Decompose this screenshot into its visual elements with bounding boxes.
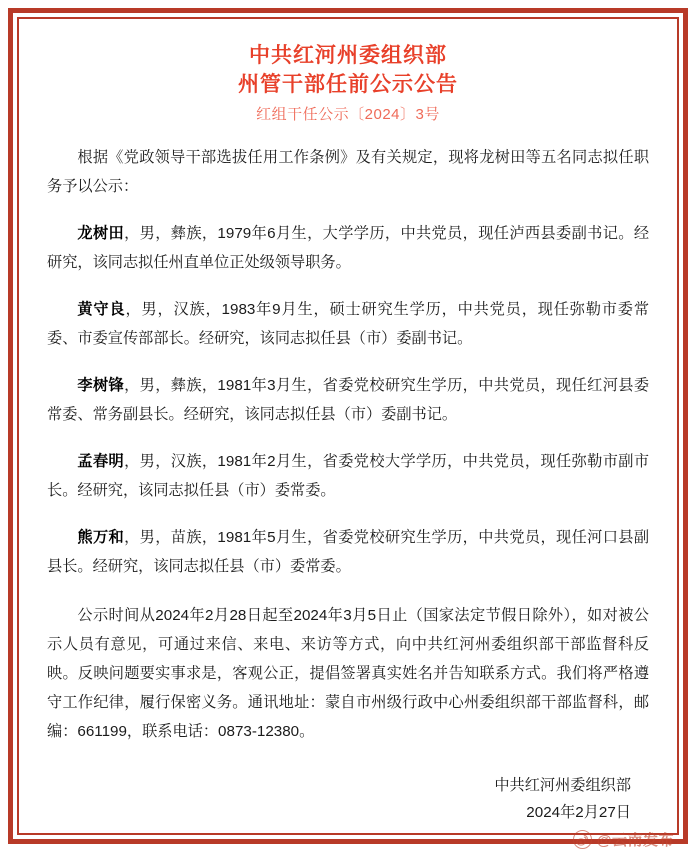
signature-issuer: 中共红河州委组织部: [494, 777, 631, 794]
intro-paragraph: 根据《党政领导干部选拔任用工作条例》及有关规定，现将龙树田等五名同志拟任职务予以公示：: [47, 149, 649, 195]
person-detail: ，男，彝族，1979年6月生，大学学历，中共党员，现任泸西县委副书记。经研究，该同志拟任州直单位正处级领导职务。: [47, 225, 650, 271]
person-name: 黄守良: [77, 301, 126, 318]
person-detail: ，男，苗族，1981年5月生，省委党校研究生学历，中共党员，现任河口县副县长。经研究，该同志拟任县（市）委常委。: [47, 529, 650, 575]
person-name: 孟春明: [77, 453, 125, 470]
person-entry: [47, 219, 649, 277]
document-inner-frame: [17, 17, 679, 835]
person-name: 李树锋: [77, 377, 125, 394]
person-entry: [47, 447, 649, 505]
person-entry: [47, 371, 649, 429]
document-number: 红组干任公示〔2024〕3号: [256, 106, 440, 123]
person-entry: [47, 295, 649, 353]
document-body: [19, 19, 677, 833]
person-name: 龙树田: [77, 225, 125, 242]
weibo-watermark-text: @云南发布: [596, 832, 674, 849]
masthead-title-line-1: 中共红河州委组织部: [249, 44, 447, 67]
person-detail: ，男，彝族，1981年3月生，省委党校研究生学历，中共党员，现任红河县委常委、常务副县长。经研究，该同志拟任县（市）委副书记。: [47, 377, 650, 423]
signature-date: 2024年2月27日: [526, 804, 631, 821]
notice-paragraph: 公示时间从2024年2月28日起至2024年3月5日止（国家法定节假日除外），如对被公示人员有意见，可通过来信、来电、来访等方式，向中共红河州委组织部干部监督科反映。反映问题要实事求是，客观公正，提倡签署真实姓名并告知联系方式。我们将严格遵守工作纪律，履行保密义务。通讯地址：蒙自市州级行政中心州委组织部干部监督科，邮编：661199，联系电话：0873-12380。: [47, 607, 649, 740]
person-name: 熊万和: [77, 529, 125, 546]
document-outer-frame: [8, 8, 688, 844]
person-detail: ，男，汉族，1981年2月生，省委党校大学学历，中共党员，现任弥勒市副市长。经研究，该同志拟任县（市）委常委。: [47, 453, 650, 499]
signature-block: [47, 772, 649, 826]
person-entry: [47, 523, 649, 581]
person-detail: ，男，汉族，1983年9月生，硕士研究生学历，中共党员，现任弥勒市委常委、市委宣传部部长。经研究，该同志拟任县（市）委副书记。: [47, 301, 650, 347]
masthead-title-line-2: 州管干部任前公示公告: [238, 73, 458, 96]
masthead: [47, 35, 649, 129]
